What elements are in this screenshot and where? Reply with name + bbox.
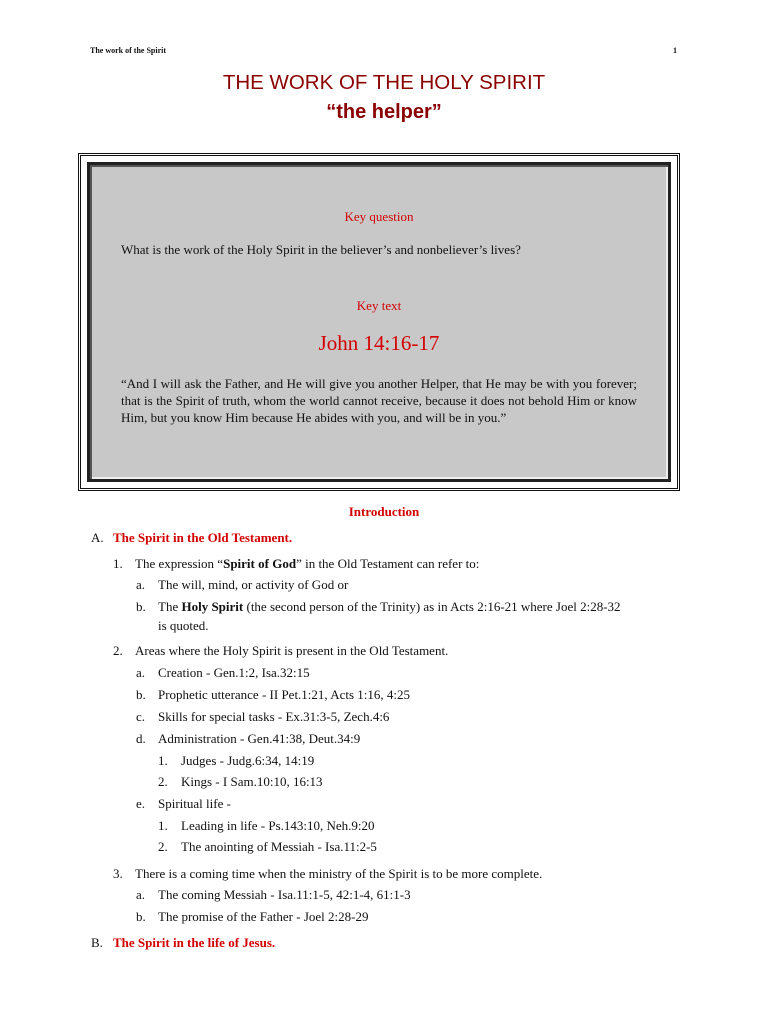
- outline-marker: b.: [136, 909, 146, 924]
- outline-marker: 2.: [113, 643, 123, 658]
- page-number: 1: [673, 46, 677, 55]
- list-item: Creation - Gen.1:2, Isa.32:15: [158, 665, 310, 680]
- outline-marker: A.: [91, 530, 104, 545]
- text-run: The expression “: [135, 556, 224, 571]
- text-run: The: [158, 599, 182, 614]
- outline-marker: c.: [136, 709, 146, 724]
- outline-marker: a.: [136, 665, 146, 680]
- outline-marker: 2.: [158, 774, 168, 789]
- outline-marker: b.: [136, 687, 146, 702]
- list-item: Leading in life - Ps.143:10, Neh.9:20: [181, 818, 375, 833]
- list-item: Areas where the Holy Spirit is present in the Old Testament.: [135, 643, 449, 658]
- key-text-label: Key text: [356, 298, 402, 313]
- list-item: Skills for special tasks - Ex.31:3-5, Zech.4:6: [158, 709, 390, 724]
- key-question-label: Key question: [344, 209, 414, 224]
- bold-term: Holy Spirit: [181, 599, 244, 614]
- header-title: The work of the Spirit: [90, 46, 166, 55]
- list-item: Spiritual life -: [158, 796, 231, 811]
- outline-marker: 1.: [158, 753, 168, 768]
- list-item: The anointing of Messiah - Isa.11:2-5: [181, 839, 377, 854]
- section-a-title: The Spirit in the Old Testament.: [113, 530, 293, 545]
- section-b-title: The Spirit in the life of Jesus.: [113, 935, 276, 950]
- scripture-verse: “And I will ask the Father, and He will give you another Helper, that He may be with you forever; that is the Spirit of truth, whom the world cannot receive, because it does not behold Him or know Him, but you know Him because He abides with you, and will be in you.”: [121, 376, 637, 425]
- outline-marker: a.: [136, 887, 146, 902]
- list-item: The promise of the Father - Joel 2:28-29: [158, 909, 369, 924]
- list-item: Judges - Judg.6:34, 14:19: [181, 753, 315, 768]
- key-box-panel: [87, 162, 671, 482]
- outline-marker: d.: [136, 731, 146, 746]
- list-item: The coming Messiah - Isa.11:1-5, 42:1-4, 61:1-3: [158, 887, 411, 902]
- key-question: What is the work of the Holy Spirit in the believer’s and nonbeliever’s lives?: [121, 242, 521, 257]
- outline-marker: a.: [136, 577, 146, 592]
- document-subtitle: “the helper”: [326, 101, 442, 123]
- outline-marker: 3.: [113, 866, 123, 881]
- outline-marker: e.: [136, 796, 146, 811]
- outline-marker: B.: [91, 935, 103, 950]
- scripture-reference: John 14:16-17: [318, 331, 440, 355]
- outline-marker: 1.: [158, 818, 168, 833]
- text-run: ” in the Old Testament can refer to:: [296, 556, 480, 571]
- document-title: THE WORK OF THE HOLY SPIRIT: [222, 71, 546, 94]
- text-run: (the second person of the Trinity) as in Acts 2:16-21 where Joel 2:28-32: [243, 599, 621, 614]
- outline-marker: 2.: [158, 839, 168, 854]
- list-item: Kings - I Sam.10:10, 16:13: [181, 774, 323, 789]
- outline-marker: b.: [136, 599, 146, 614]
- list-item: [135, 556, 479, 572]
- list-item: [158, 599, 621, 615]
- outline-marker: 1.: [113, 556, 123, 571]
- list-item-continuation: is quoted.: [158, 618, 209, 633]
- list-item: The will, mind, or activity of God or: [158, 577, 349, 592]
- list-item: There is a coming time when the ministry of the Spirit is to be more complete.: [135, 866, 543, 881]
- key-box: [78, 153, 680, 491]
- list-item: Prophetic utterance - II Pet.1:21, Acts 1:16, 4:25: [158, 687, 411, 702]
- list-item: Administration - Gen.41:38, Deut.34:9: [158, 731, 361, 746]
- introduction-heading: Introduction: [348, 504, 420, 519]
- bold-term: Spirit of God: [223, 556, 297, 571]
